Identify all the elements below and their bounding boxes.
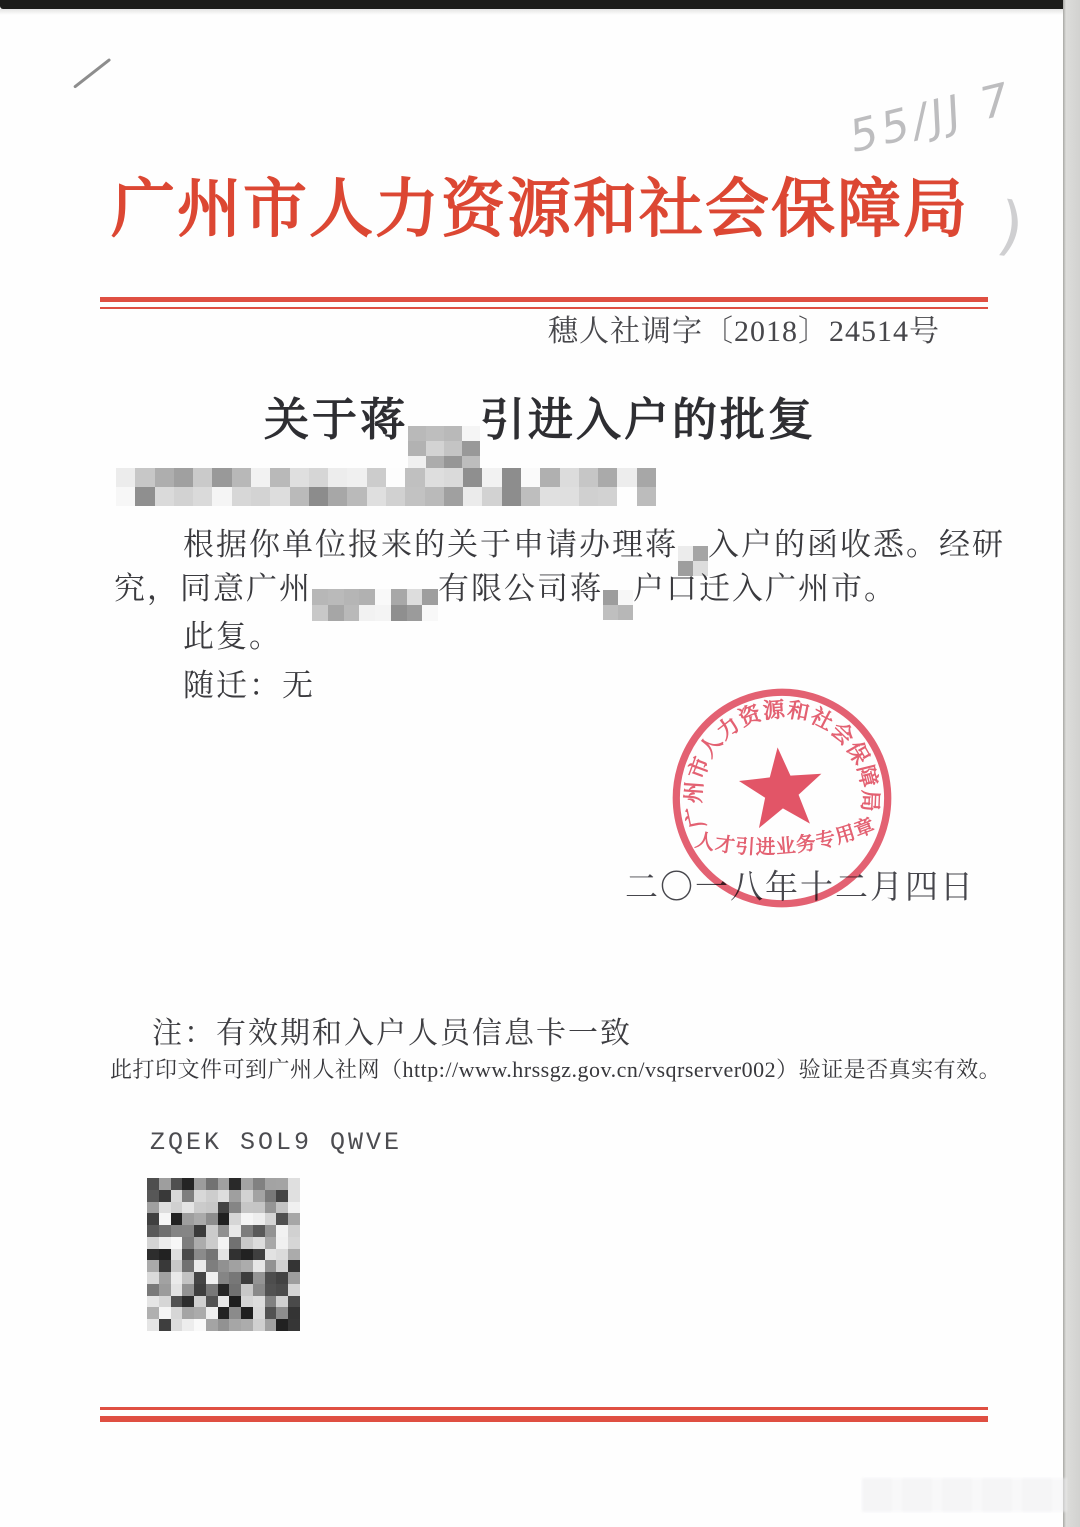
body-text: 有限公司蒋 <box>438 571 603 606</box>
footer-rule-thick <box>100 1416 988 1422</box>
redacted-company-block <box>312 589 438 621</box>
scan-edge-top <box>0 0 1080 9</box>
handwritten-annotation: 55/JJ 7 <box>844 72 1019 163</box>
body-text: 究，同意广州 <box>114 571 312 606</box>
body-text: 根据你单位报来的关于申请办理蒋 <box>183 527 678 562</box>
verification-code: ZQEK SOL9 QWVE <box>150 1128 403 1157</box>
pencil-mark <box>73 58 111 89</box>
document-title-part2: 引进入户的批复 <box>480 395 817 445</box>
faint-watermark <box>862 1478 1067 1512</box>
document-date: 二〇一八年十二月四日 <box>625 870 975 906</box>
closing-line: 此复。 <box>183 619 282 654</box>
official-seal-stamp <box>658 674 905 921</box>
body-text: 户口迁入广州市。 <box>633 571 897 606</box>
svg-text:人才引进业务专用章 <box>691 813 880 866</box>
letterhead-agency-name: 广州市人力资源和社会保障局 <box>111 174 969 245</box>
redacted-name-block <box>408 426 480 470</box>
document-title <box>0 383 1080 470</box>
stamp-arc-text: 广州市人力资源和社会保障局 <box>681 697 883 831</box>
accompany-line: 随迁：无 <box>183 668 315 703</box>
document-number: 穗人社调字〔2018〕24514号 <box>548 315 940 348</box>
pencil-edge-mark: ) <box>992 188 1028 266</box>
note-line: 注：有效期和入户人员信息卡一致 <box>152 1017 632 1050</box>
stamp-bottom-text: 人才引进业务专用章 <box>693 814 879 859</box>
footer-rule-thin <box>100 1407 988 1410</box>
redacted-recipient-line <box>116 468 656 506</box>
redacted-name-block <box>603 590 633 620</box>
document-title-part1: 关于蒋 <box>263 395 408 445</box>
verification-line: 此打印文件可到广州人社网（http://www.hrssgz.gov.cn/vsqrserver002）验证是否真实有效。 <box>110 1057 1002 1082</box>
pixelated-qr-code <box>147 1178 300 1331</box>
body-text: 入户的函收悉。经研 <box>708 527 1005 562</box>
stamp-star-icon <box>736 744 825 830</box>
letterhead-rule-thick <box>100 297 988 302</box>
